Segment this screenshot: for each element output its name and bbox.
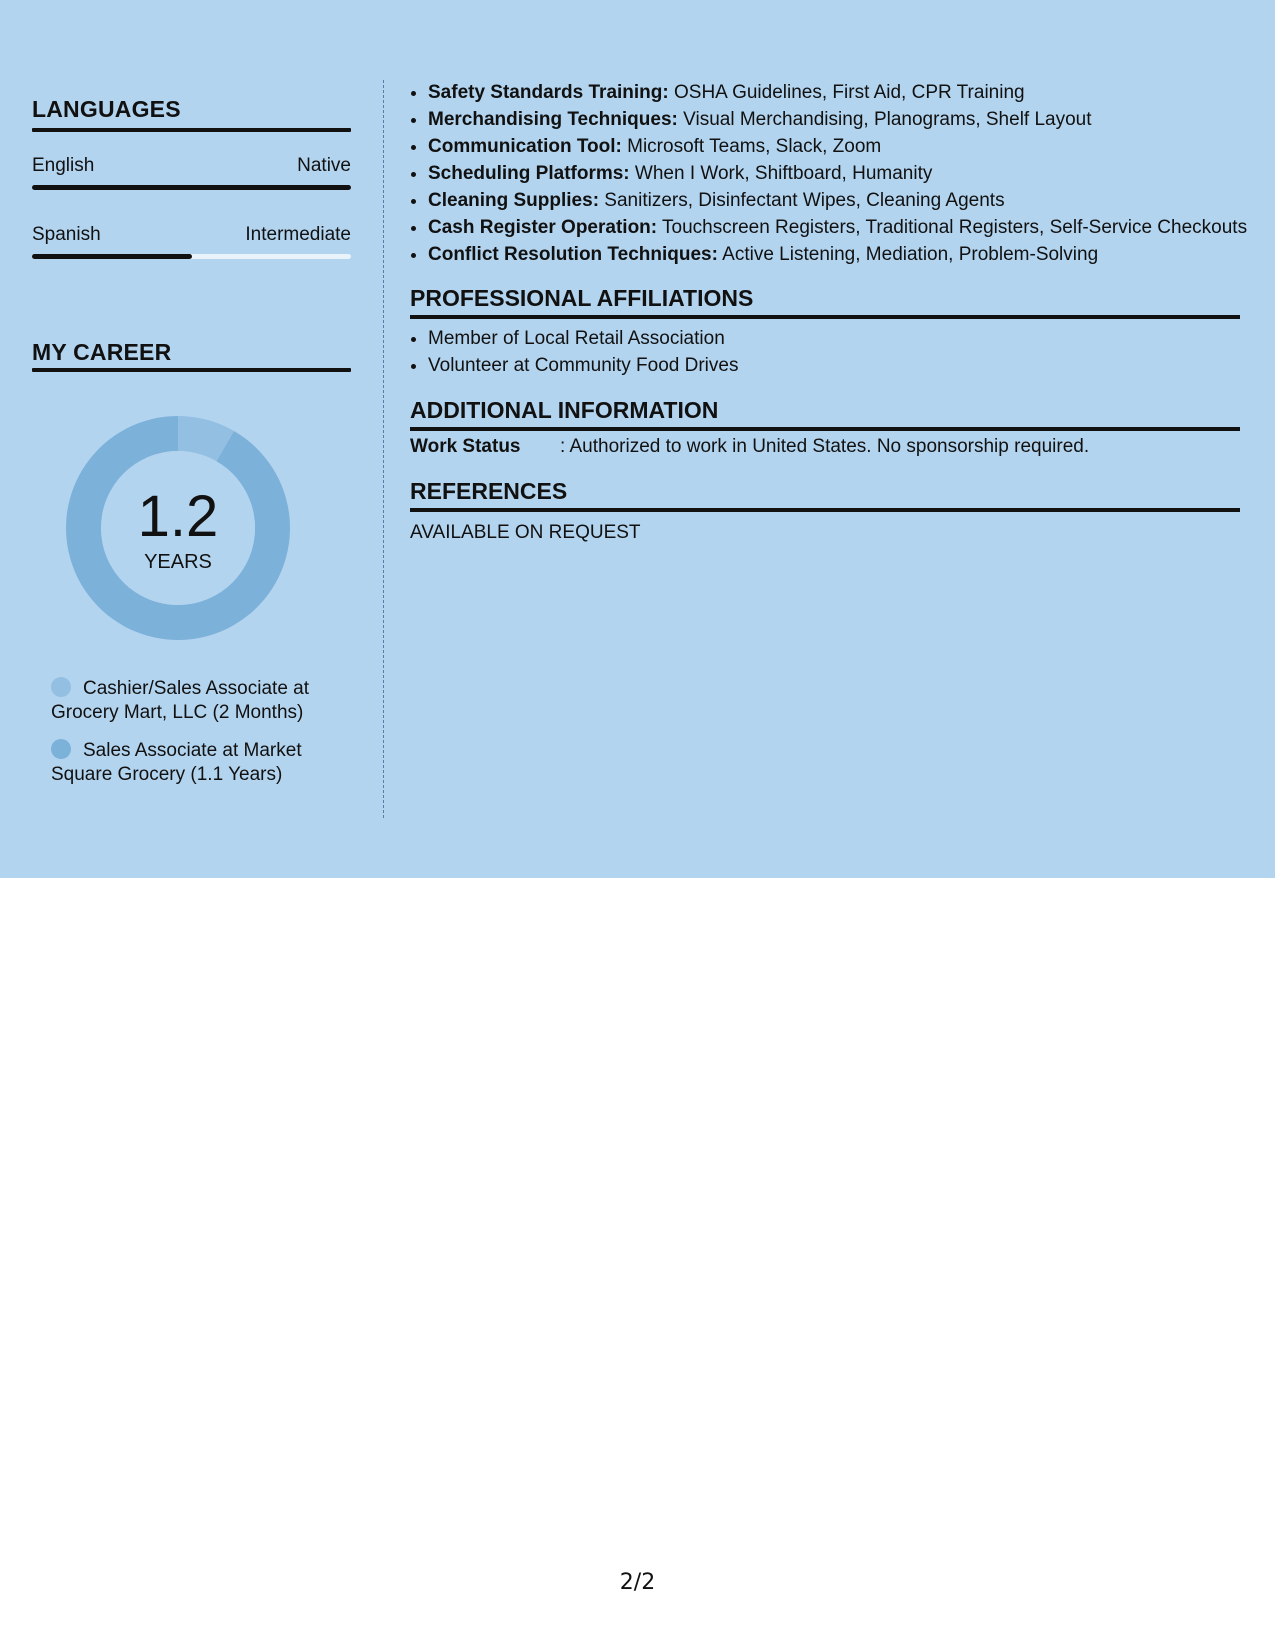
skill-value: Microsoft Teams, Slack, Zoom [621,136,882,157]
work-status-row [410,436,1089,458]
career-donut-chart [66,416,290,640]
skill-value: Touchscreen Registers, Traditional Registers, Self-Service Checkouts [657,217,1248,238]
language-level: Native [297,155,351,176]
career-unit: YEARS [144,551,212,573]
affiliations-list [410,325,738,379]
skill-value: Visual Merchandising, Planograms, Shelf Layout [677,109,1092,130]
skill-item [428,160,1238,187]
language-level: Intermediate [245,224,351,245]
skill-label: Scheduling Platforms: [428,163,630,184]
language-row-spanish [32,224,351,246]
references-text: AVAILABLE ON REQUEST [410,522,641,543]
legend-dot [51,739,71,759]
column-divider [383,80,384,818]
legend-item [51,739,331,787]
skills-list [410,79,1248,268]
language-bar-fill [32,185,351,190]
skill-item [428,133,1238,160]
legend-item [51,677,331,725]
language-bar-spanish [32,254,351,259]
work-status-value: : Authorized to work in United States. No sponsorship required. [560,436,1090,457]
references-title: REFERENCES [410,478,568,504]
skill-label: Merchandising Techniques: [428,109,678,130]
language-bar-fill [32,254,192,259]
language-bar-english [32,185,351,190]
page-number: 2/2 [619,1570,656,1595]
skill-label: Communication Tool: [428,136,622,157]
language-name: English [32,155,95,176]
list-item: • Volunteer at Community Food Drives [428,352,738,379]
additional-info-title: ADDITIONAL INFORMATION [410,397,719,423]
list-item: • Member of Local Retail Association [428,325,738,352]
affiliations-rule [410,315,1240,319]
career-rule [32,368,351,372]
work-status-label: Work Status [410,436,521,457]
references-rule [410,508,1240,512]
language-row-english [32,155,351,177]
skill-value: Active Listening, Mediation, Problem-Solving [717,244,1099,265]
language-name: Spanish [32,224,101,245]
career-title: MY CAREER [32,339,172,365]
skill-value: When I Work, Shiftboard, Humanity [629,163,933,184]
skill-label: Cash Register Operation: [428,217,658,238]
skill-item [428,241,1238,268]
skill-label: Conflict Resolution Techniques: [428,244,718,265]
skill-item [428,79,1238,106]
legend-dot [51,677,71,697]
affiliations-title: PROFESSIONAL AFFILIATIONS [410,285,754,311]
legend-label: Sales Associate at Market Square Grocery (1.1 Years) [51,740,302,785]
skill-label: Safety Standards Training: [428,82,669,103]
skill-label: Cleaning Supplies: [428,190,600,211]
skill-item [428,106,1238,133]
languages-title: LANGUAGES [32,96,181,122]
career-total: 1.2 [137,484,219,549]
legend-label: Cashier/Sales Associate at Grocery Mart, LLC (2 Months) [51,678,310,723]
skill-value: OSHA Guidelines, First Aid, CPR Training [668,82,1025,103]
skill-item [428,214,1248,241]
additional-info-rule [410,427,1240,431]
skill-value: Sanitizers, Disinfectant Wipes, Cleaning Agents [599,190,1005,211]
skill-item [428,187,1238,214]
languages-rule [32,128,351,132]
